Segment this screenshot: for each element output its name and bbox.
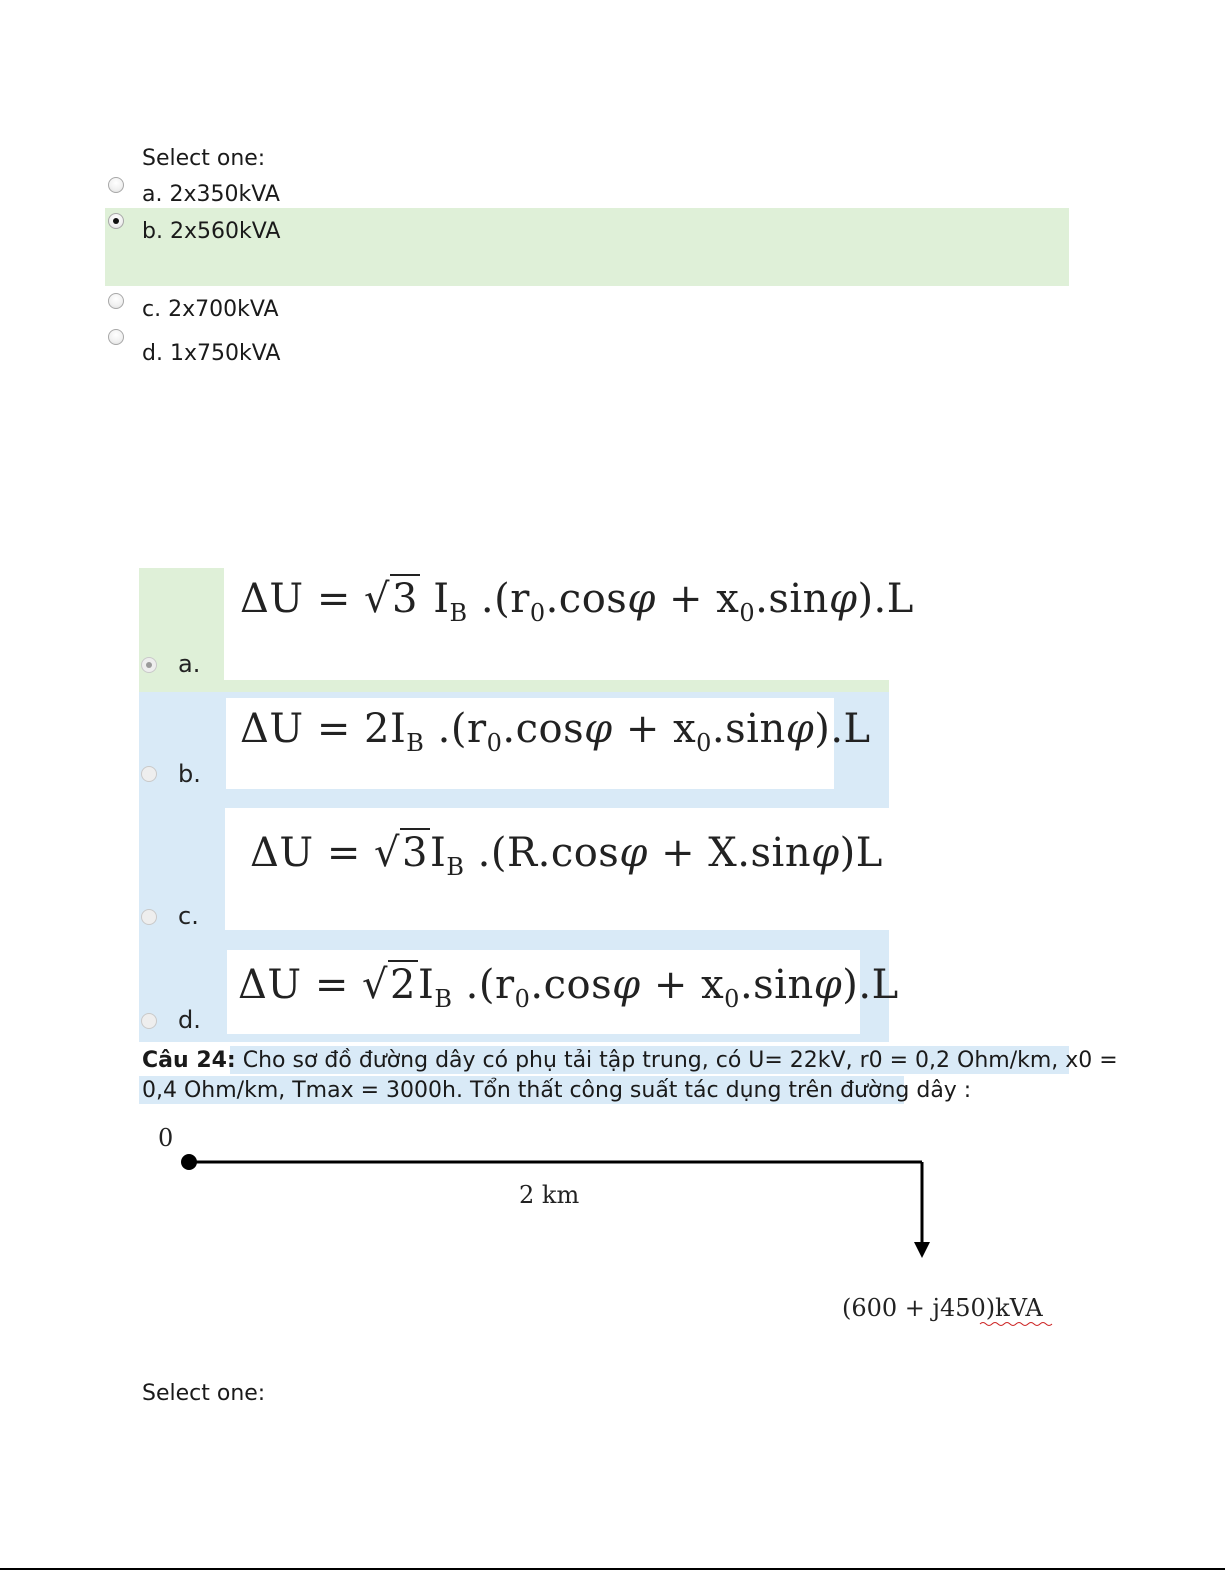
question-24-line-2: 0,4 Ohm/km, Tmax = 3000h. Tổn thất công suất tác dụng trên đường dây : [142, 1078, 972, 1103]
option-text: 2x350kVA [169, 182, 280, 207]
load-arrow-icon [914, 1242, 930, 1258]
formula-b: $\Delta U = 2I_B$ $.(r_0.\cos\varphi + x_0.\sin\varphi).L$ [240, 706, 871, 757]
question-24-line-1 [142, 1046, 1118, 1076]
formula-option-letter-a: a. [178, 650, 201, 678]
spellcheck-squiggle [980, 1323, 1052, 1326]
radio-option-d[interactable] [108, 329, 124, 345]
formula-option-letter-c: c. [178, 902, 199, 930]
option-text: 2x560kVA [169, 219, 281, 244]
node-label: 0 [158, 1124, 174, 1152]
option-a[interactable] [142, 182, 280, 207]
radio-selected-dot [113, 218, 119, 224]
option-letter: a. [142, 182, 163, 207]
option-text: 2x700kVA [168, 297, 279, 322]
radio-formula-b[interactable] [141, 766, 157, 782]
radio-option-b[interactable] [108, 213, 124, 229]
select-one-label-2: Select one: [142, 1381, 266, 1406]
option-letter: b. [142, 219, 163, 244]
load-label: (600 + j450)kVA [842, 1294, 1043, 1322]
page-bottom-border [0, 1568, 1225, 1570]
formula-option-letter-d: d. [178, 1006, 201, 1034]
radio-selected-dot [146, 662, 152, 668]
option-letter: d. [142, 341, 163, 366]
radio-formula-c[interactable] [141, 909, 157, 925]
option-letter: c. [142, 297, 162, 322]
select-one-label: Select one: [142, 146, 266, 171]
radio-formula-d[interactable] [141, 1013, 157, 1029]
option-c[interactable] [142, 297, 279, 322]
question-number: Câu 24: [142, 1048, 236, 1073]
formula-option-letter-b: b. [178, 760, 201, 788]
formula-c: $\Delta U = √3I_B$ .(R.cosφ + X.sinφ)L [250, 830, 883, 881]
formula-a: ΔU = √3 $I_B$ $.(r_0.\cos\varphi + x_0.\sin\varphi).L$ [240, 576, 914, 627]
radio-option-a[interactable] [108, 177, 124, 193]
option-b[interactable] [142, 219, 280, 244]
line-length-label: 2 km [519, 1181, 580, 1209]
option-d[interactable] [142, 341, 280, 366]
question-text: Cho sơ đồ đường dây có phụ tải tập trung, có U= 22kV, r0 = 0,2 Ohm/km, x0 = [235, 1048, 1118, 1073]
radio-formula-a[interactable] [141, 657, 157, 673]
radio-option-c[interactable] [108, 293, 124, 309]
option-text: 1x750kVA [169, 341, 281, 366]
formula-d: $\Delta U = √2I_B$ $.(r_0.\cos\varphi + x_0.\sin\varphi).L$ [238, 962, 899, 1013]
